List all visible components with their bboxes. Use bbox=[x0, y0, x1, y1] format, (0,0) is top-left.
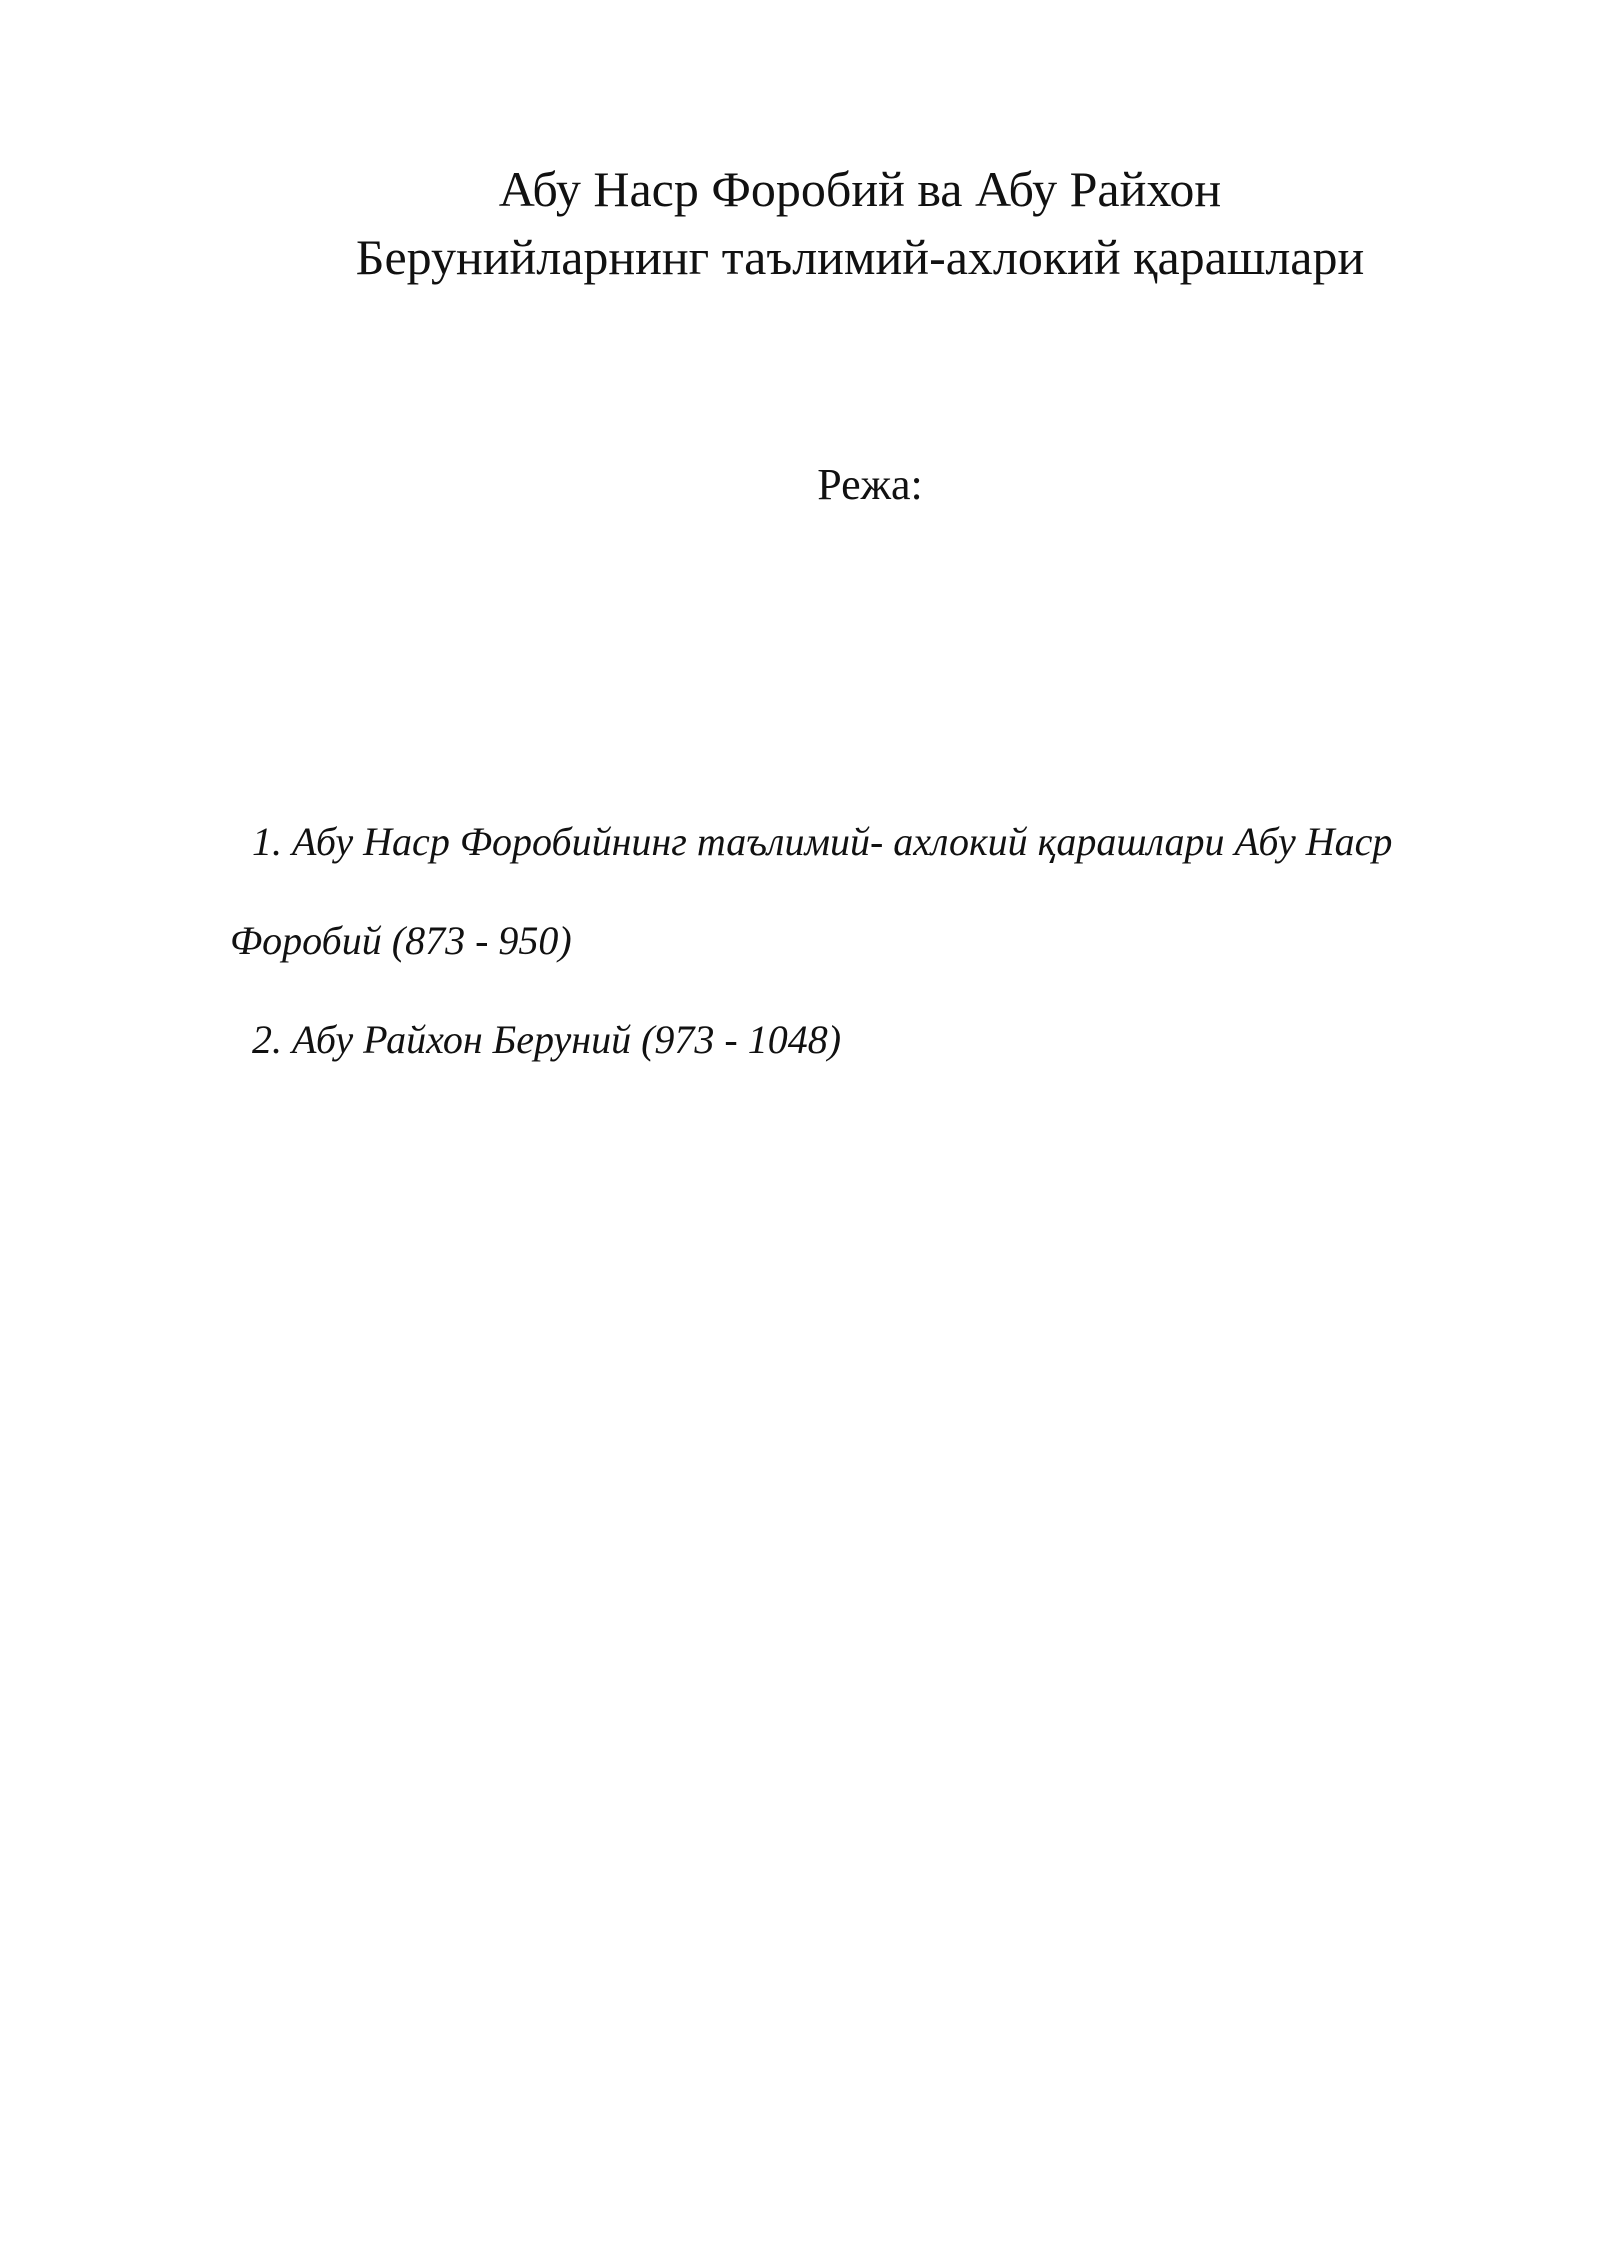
plan-item-text: 2. Абу Райхон Беруний (973 - 1048) bbox=[252, 1017, 842, 1062]
plan-item-text: 1. Абу Наср Форобийнинг таълимий- ахлокий қарашлари Абу Наср bbox=[252, 819, 1393, 864]
plan-item bbox=[230, 1013, 1490, 1067]
document-title bbox=[230, 155, 1490, 291]
title-line-2: Берунийларнинг таълимий-ахлокий қарашлари bbox=[355, 229, 1365, 285]
plan-item-text-continuation: Форобий (873 - 950) bbox=[230, 918, 572, 963]
title-line-1: Абу Наср Форобий ва Абу Райхон bbox=[498, 161, 1222, 217]
plan-list bbox=[230, 815, 1490, 1067]
plan-heading: Режа: bbox=[817, 460, 923, 509]
plan-item bbox=[230, 815, 1490, 968]
